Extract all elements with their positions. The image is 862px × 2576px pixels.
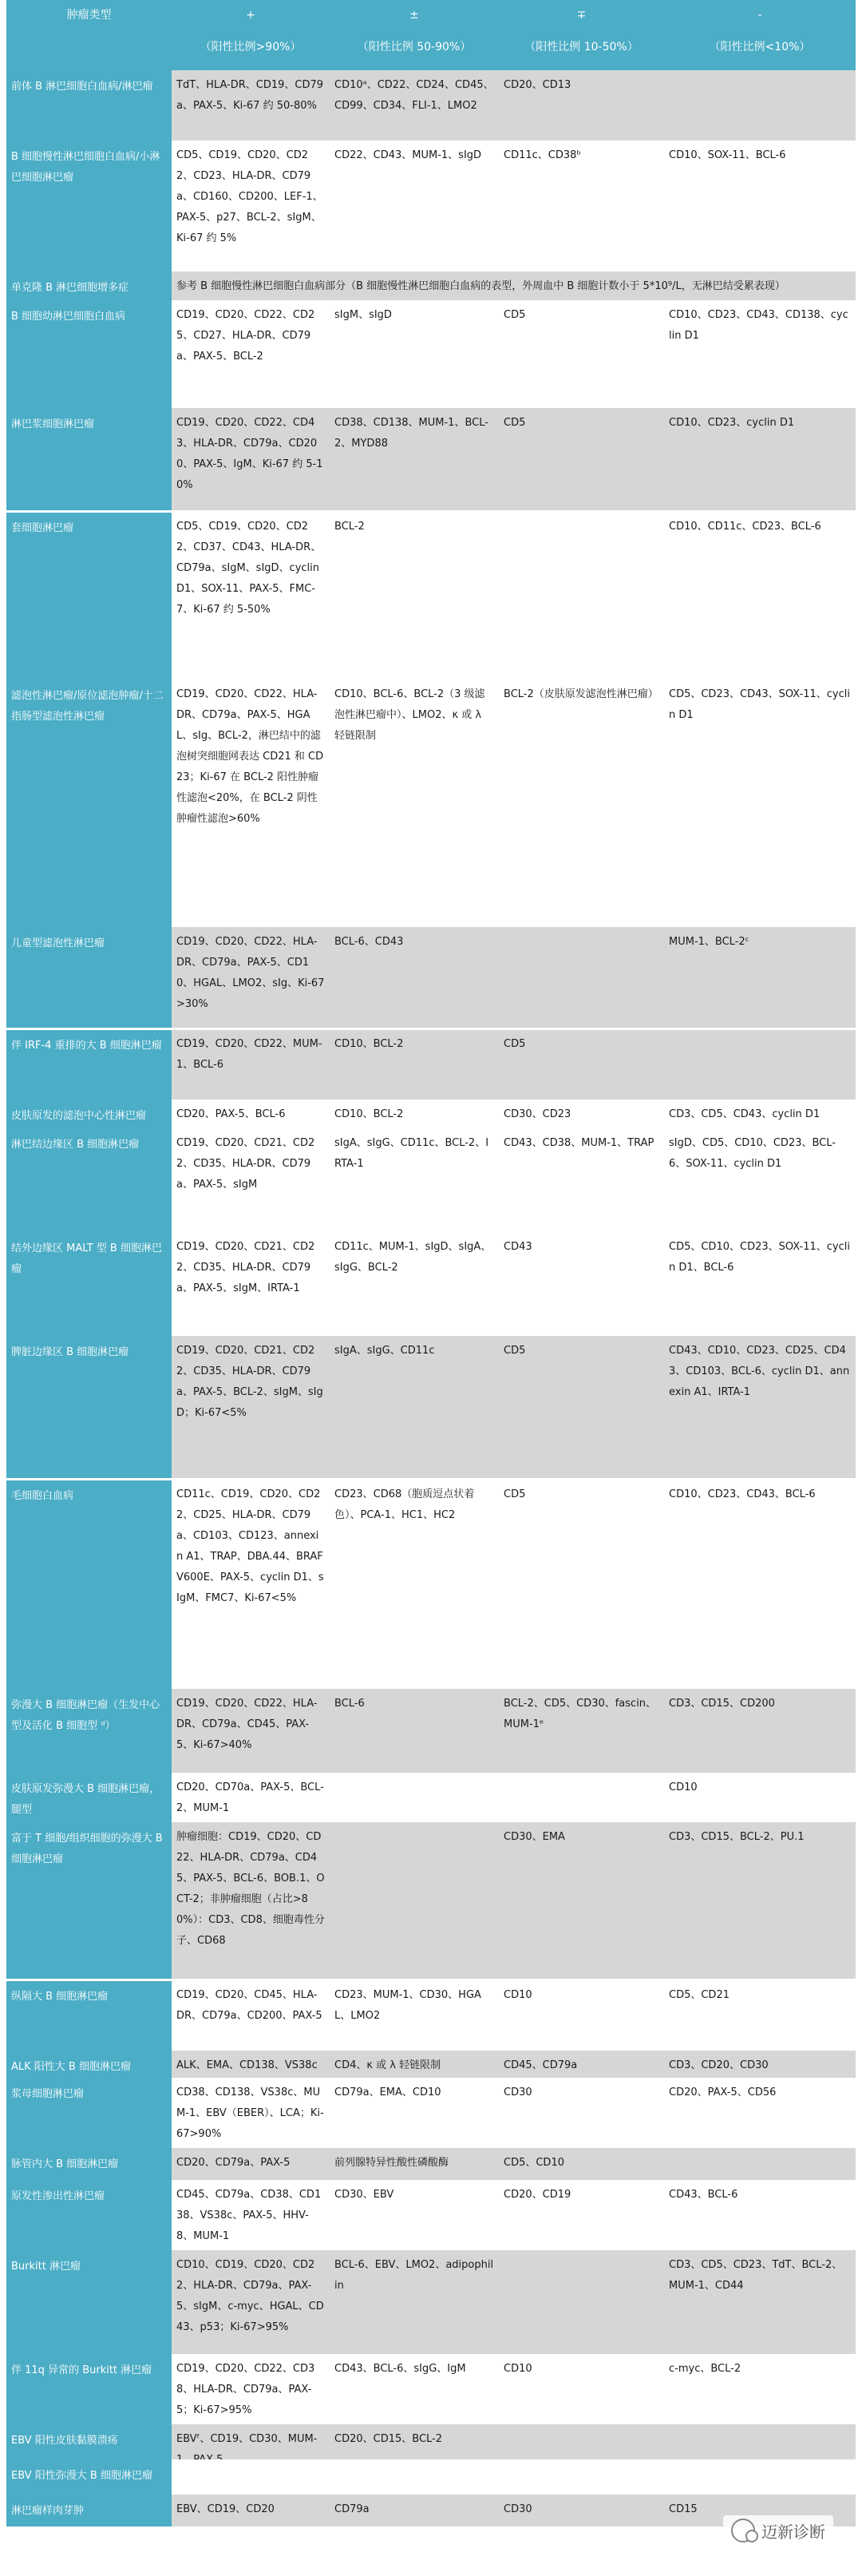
negative-cell: CD43、BCL-6 <box>669 2189 738 2201</box>
mostly-positive-cell: CD79a、EMA、CD10 <box>334 2087 441 2098</box>
mostly-positive-cell: CD23、CD68（胞质逗点状着色）、PCA-1、HC1、HC2 <box>334 1488 475 1521</box>
tumor-type-cell: 淋巴浆细胞淋巴瘤 <box>6 408 172 512</box>
group-divider <box>6 510 856 513</box>
table-row <box>6 1689 856 1773</box>
positive-cell: CD19、CD20、CD21、CD22、CD35、HLA-DR、CD79a、PAX-5、sIgM、IRTA-1 <box>176 1241 315 1294</box>
mostly-positive-cell: sIgA、sIgG、CD11c <box>334 1345 435 1357</box>
partly-positive-cell: BCL-2、CD5、CD30、fascin、MUM-1ᵉ <box>504 1698 657 1730</box>
table-row <box>6 1128 856 1232</box>
table-row <box>6 2051 856 2078</box>
table-row <box>6 1480 856 1689</box>
mostly-positive-cell: CD38、CD138、MUM-1、BCL-2、MYD88 <box>334 417 488 450</box>
table-row <box>6 2459 856 2495</box>
tumor-type-cell: 原发性渗出性淋巴瘤 <box>6 2180 172 2250</box>
header-sign-2: ± <box>409 9 419 22</box>
table-row <box>6 2424 856 2459</box>
table-row <box>6 70 856 141</box>
partly-positive-cell: BCL-2（皮肤原发滤泡性淋巴瘤） <box>504 688 658 700</box>
tumor-type-cell: EBV 阳性皮肤黏膜溃疡 <box>6 2424 172 2459</box>
partly-positive-cell: CD43、CD38、MUM-1、TRAP <box>504 1137 654 1149</box>
header-label-4: （阳性比例<10%） <box>709 41 811 54</box>
positive-cell: EBVᶠ、CD19、CD30、MUM- <box>176 2433 318 2445</box>
table-row <box>6 2078 856 2148</box>
partly-positive-cell <box>499 1773 664 1777</box>
partly-positive-cell: CD11c、CD38ᵇ <box>504 149 581 161</box>
header-label-2: （阳性比例 50-90%） <box>357 41 472 54</box>
row-background <box>172 2459 856 2495</box>
wechat-icon <box>731 2519 755 2542</box>
mostly-positive-cell: BCL-2 <box>334 521 365 533</box>
negative-cell <box>664 2148 856 2153</box>
tumor-type-cell: 淋巴瘤样肉芽肿 <box>6 2495 172 2526</box>
positive-cell: CD10、CD19、CD20、CD22、HLA-DR、CD79a、PAX-5、sIgM、c-myc、HGAL、CD43、p53；Ki-67>95% <box>176 2259 324 2333</box>
partly-positive-cell: CD5 <box>504 1038 526 1050</box>
tumor-type-cell: 滤泡性淋巴瘤/原位滤泡肿瘤/十二指肠型滤泡性淋巴瘤 <box>6 680 172 927</box>
positive-cell: CD19、CD20、CD45、HLA-DR、CD79a、CD200、PAX-5 <box>176 1989 322 2022</box>
partly-positive-cell <box>499 2459 664 2464</box>
negative-cell <box>664 2424 856 2429</box>
partly-positive-cell: CD30、CD23 <box>504 1108 571 1120</box>
tumor-type-cell: 富于 T 细胞/组织细胞的弥漫大 B 细胞淋巴瘤 <box>6 1822 172 1980</box>
tumor-type-cell: 脉管内大 B 细胞淋巴瘤 <box>6 2148 172 2180</box>
group-divider <box>6 1028 856 1030</box>
positive-cell: CD19、CD20、CD21、CD22、CD35、HLA-DR、CD79a、PAX-5、sIgM <box>176 1137 315 1191</box>
partly-positive-cell: CD5 <box>504 1345 526 1357</box>
header-sign-1: + <box>246 9 255 22</box>
watermark <box>723 2515 833 2546</box>
tumor-type-cell: 前体 B 淋巴细胞白血病/淋巴瘤 <box>6 70 172 141</box>
table-row <box>6 271 856 300</box>
table-row <box>6 1100 856 1128</box>
negative-cell: CD10、SOX-11、BCL-6 <box>669 149 786 161</box>
tumor-type-cell: Burkitt 淋巴瘤 <box>6 2250 172 2354</box>
mostly-positive-cell: CD10、BCL-2 <box>334 1038 404 1050</box>
negative-cell: c-myc、BCL-2 <box>669 2363 741 2375</box>
negative-cell: CD10、CD23、CD43、CD138、cyclin D1 <box>669 309 848 342</box>
mostly-positive-cell: BCL-6、EBV、LMO2、adipophilin <box>334 2259 494 2292</box>
partly-positive-cell: CD10 <box>504 1989 532 2001</box>
negative-cell: CD3、CD5、CD23、TdT、BCL-2、MUM-1、CD44 <box>669 2259 843 2292</box>
tumor-type-cell: 淋巴结边缘区 B 细胞淋巴瘤 <box>6 1128 172 1232</box>
positive-cell: CD19、CD20、CD22、CD25、CD27、HLA-DR、CD79a、PAX-5、BCL-2 <box>176 309 315 363</box>
header-tumor-type: 肿瘤类型 <box>66 9 112 22</box>
mostly-positive-cell: sIgM、sIgD <box>334 309 392 321</box>
tumor-type-cell: 毛细胞白血病 <box>6 1480 172 1689</box>
positive-cell: TdT、HLA-DR、CD19、CD79a、PAX-5、Ki-67 约 50-80% <box>176 79 324 112</box>
table-row <box>6 1232 856 1336</box>
partly-positive-cell <box>499 927 664 932</box>
mostly-positive-cell <box>330 1773 499 1777</box>
mostly-positive-cell: CD4、κ 或 λ 轻链限制 <box>334 2059 441 2071</box>
mostly-positive-cell: sIgA、sIgG、CD11c、BCL-2、IRTA-1 <box>334 1137 489 1170</box>
table-row <box>6 141 856 271</box>
positive-cell: CD11c、CD19、CD20、CD22、CD25、HLA-DR、CD79a、CD103、CD123、annexin A1、TRAP、DBA.44、BRAF V600E、PAX-5、cyclin D1、sIgM、FMC7、Ki-67<5% <box>176 1488 324 1604</box>
mostly-positive-cell: CD22、CD43、MUM-1、sIgD <box>334 149 482 161</box>
mostly-positive-cell: BCL-6、CD43 <box>334 936 404 948</box>
negative-cell: CD5、CD10、CD23、SOX-11、cyclin D1、BCL-6 <box>669 1241 850 1274</box>
table-row <box>6 2148 856 2180</box>
mostly-positive-cell: CD43、BCL-6、sIgG、IgM <box>334 2363 466 2375</box>
mostly-positive-cell: CD30、EBV <box>334 2189 394 2201</box>
table-row <box>6 927 856 1029</box>
mostly-positive-cell: CD20、CD15、BCL-2 <box>334 2433 443 2445</box>
negative-cell: MUM-1、BCL-2ᶜ <box>669 936 749 948</box>
positive-cell: CD19、CD20、CD22、MUM-1、BCL-6 <box>176 1038 322 1071</box>
tumor-type-cell: 纵隔大 B 细胞淋巴瘤 <box>6 1980 172 2051</box>
positive-cell: CD19、CD20、CD21、CD22、CD35、HLA-DR、CD79a、PAX-5、BCL-2、sIgM、sIgD；Ki-67<5% <box>176 1345 323 1419</box>
group-divider <box>6 1478 856 1480</box>
tumor-type-cell: 皮肤原发弥漫大 B 细胞淋巴瘤，腿型 <box>6 1773 172 1822</box>
table-row <box>6 2180 856 2250</box>
tumor-type-cell: 皮肤原发的滤泡中心性淋巴瘤 <box>6 1100 172 1128</box>
header-label-1: （阳性比例>90%） <box>200 41 302 54</box>
negative-cell: CD3、CD20、CD30 <box>669 2059 769 2071</box>
partly-positive-cell: CD20、CD19 <box>504 2189 571 2201</box>
partly-positive-cell: CD43 <box>504 1241 532 1253</box>
mostly-positive-cell: 前列腺特异性酸性磷酸酶 <box>334 2157 449 2169</box>
table-row <box>6 300 856 408</box>
partly-positive-cell <box>499 2424 664 2429</box>
table-header <box>6 0 856 70</box>
negative-cell: CD5、CD21 <box>669 1989 730 2001</box>
positive-cell: CD19、CD20、CD22、CD38、HLA-DR、CD79a、PAX-5；Ki-67>95% <box>176 2363 315 2416</box>
negative-cell: CD20、PAX-5、CD56 <box>669 2087 777 2098</box>
table-row <box>6 1822 856 1980</box>
positive-cell: CD19、CD20、CD22、CD43、HLA-DR、CD79a、CD200、PAX-5、IgM、Ki-67 约 5-10% <box>176 417 323 491</box>
tumor-type-cell: ALK 阳性大 B 细胞淋巴瘤 <box>6 2051 172 2078</box>
mostly-positive-cell <box>330 2459 499 2464</box>
table-row <box>6 680 856 927</box>
tumor-type-cell: 单克隆 B 淋巴细胞增多症 <box>6 271 172 300</box>
table-row <box>6 1029 856 1100</box>
negative-cell <box>664 2459 856 2464</box>
negative-cell: CD43、CD10、CD23、CD25、CD43、CD103、BCL-6、cyclin D1、annexin A1、IRTA-1 <box>669 1345 850 1398</box>
partly-positive-cell: CD45、CD79a <box>504 2059 578 2071</box>
positive-cell: 肿瘤细胞：CD19、CD20、CD22、HLA-DR、CD79a、CD45、PAX-5、BCL-6、BOB.1、OCT-2；非肿瘤细胞（占比>80%）：CD3、CD8、细胞毒性分子、CD68 <box>176 1831 325 1947</box>
tumor-type-cell: B 细胞幼淋巴细胞白血病 <box>6 300 172 408</box>
header-sign-3: ∓ <box>576 9 587 22</box>
mostly-positive-cell <box>330 1822 499 1827</box>
tumor-type-cell: 脾脏边缘区 B 细胞淋巴瘤 <box>6 1336 172 1480</box>
negative-cell: CD10 <box>669 1781 698 1793</box>
mostly-positive-cell: CD11c、MUM-1、sIgD、sIgA、sIgG、BCL-2 <box>334 1241 492 1274</box>
tumor-type-cell: B 细胞慢性淋巴细胞白血病/小淋巴细胞淋巴瘤 <box>6 141 172 271</box>
negative-cell: CD10、CD23、cyclin D1 <box>669 417 795 429</box>
span-note-cell: 参考 B 细胞慢性淋巴细胞白血病部分（B 细胞慢性淋巴细胞白血病的表型，外周血中 B 细胞计数小于 5*10⁹/L，无淋巴结受累表现） <box>176 280 785 292</box>
mostly-positive-cell: CD79a <box>334 2503 370 2515</box>
positive-cell: CD19、CD20、CD22、HLA-DR、CD79a、PAX-5、HGAL、sIg、BCL-2，淋巴结中的滤泡树突细胞网表达 CD21 和 CD23；Ki-67 在 BCL-2 阳性肿瘤性滤泡<20%，在 BCL-2 阴性肿瘤性滤泡>60% <box>176 688 324 825</box>
group-divider <box>6 1979 856 1981</box>
mostly-positive-cell: BCL-6 <box>334 1698 365 1710</box>
positive-cell: EBV、CD19、CD20 <box>176 2503 275 2515</box>
partly-positive-cell: CD30、EMA <box>504 1831 565 1843</box>
partly-positive-cell: CD5、CD10 <box>504 2157 564 2169</box>
partly-positive-cell: CD30 <box>504 2087 532 2098</box>
positive-cell: CD20、PAX-5、BCL-6 <box>176 1108 286 1120</box>
mostly-positive-cell: CD10、BCL-6、BCL-2（3 级滤泡性淋巴瘤中）、LMO2、κ 或 λ 轻链限制 <box>334 688 485 742</box>
positive-cell: CD38、CD138、VS38c、MUM-1、EBV（EBER）、LCA；Ki-67>90% <box>176 2087 324 2140</box>
positive-cell: CD19、CD20、CD22、HLA-DR、CD79a、CD45、PAX-5、Ki-67>40% <box>176 1698 318 1751</box>
partly-positive-cell: CD5 <box>504 417 526 429</box>
negative-cell: CD10、CD23、CD43、BCL-6 <box>669 1488 816 1500</box>
header-label-3: （阳性比例 10-50%） <box>524 41 639 54</box>
negative-cell <box>664 70 856 75</box>
positive-cell: CD5、CD19、CD20、CD22、CD37、CD43、HLA-DR、CD79a、sIgM、sIgD、cyclin D1、SOX-11、PAX-5、FMC-7、Ki-67 约 5-50% <box>176 521 322 616</box>
header-sign-4: - <box>757 9 762 22</box>
partly-positive-cell <box>499 2250 664 2255</box>
tumor-type-cell: EBV 阳性弥漫大 B 细胞淋巴瘤 <box>6 2459 172 2495</box>
partly-positive-cell: CD20、CD13 <box>504 79 571 91</box>
positive-cell: CD45、CD79a、CD38、CD138、VS38c、PAX-5、HHV-8、MUM-1 <box>176 2189 322 2242</box>
positive-cell: CD5、CD19、CD20、CD22、CD23、HLA-DR、CD79a、CD160、CD200、LEF-1、PAX-5、p27、BCL-2、sIgM、Ki-67 约 5% <box>176 149 323 244</box>
partly-positive-cell: CD5 <box>504 309 526 321</box>
mostly-positive-cell: CD10、BCL-2 <box>334 1108 404 1120</box>
negative-cell: sIgD、CD5、CD10、CD23、BCL-6、SOX-11、cyclin D1 <box>669 1137 836 1170</box>
positive-cell <box>172 2459 330 2464</box>
table-row <box>6 1773 856 1822</box>
tumor-type-cell: 伴 IRF-4 重排的大 B 细胞淋巴瘤 <box>6 1029 172 1100</box>
table-row <box>6 1336 856 1480</box>
tumor-type-cell: 弥漫大 B 细胞淋巴瘤（生发中心型及活化 B 细胞型 ᵈ） <box>6 1689 172 1773</box>
positive-cell: CD20、CD79a、PAX-5 <box>176 2157 291 2169</box>
negative-cell: CD3、CD5、CD43、cyclin D1 <box>669 1108 820 1120</box>
partly-positive-cell: CD5 <box>504 1488 526 1500</box>
table-row <box>6 1980 856 2051</box>
tumor-type-cell: 浆母细胞淋巴瘤 <box>6 2078 172 2148</box>
negative-cell: CD10、CD11c、CD23、BCL-6 <box>669 521 821 533</box>
negative-cell: CD5、CD23、CD43、SOX-11、cyclin D1 <box>669 688 850 721</box>
tumor-type-cell: 套细胞淋巴瘤 <box>6 512 172 680</box>
negative-cell: CD3、CD15、BCL-2、PU.1 <box>669 1831 805 1843</box>
partly-positive-cell: CD30 <box>504 2503 532 2515</box>
table-row <box>6 2250 856 2354</box>
negative-cell: CD15 <box>669 2503 698 2515</box>
positive-cell: CD20、CD70a、PAX-5、BCL-2、MUM-1 <box>176 1781 324 1814</box>
mostly-positive-cell: CD10ᵃ、CD22、CD24、CD45、CD99、CD34、FLI-1、LMO2 <box>334 79 494 112</box>
negative-cell: CD3、CD15、CD200 <box>669 1698 775 1710</box>
tumor-type-cell: 儿童型滤泡性淋巴瘤 <box>6 927 172 1029</box>
mostly-positive-cell: CD23、MUM-1、CD30、HGAL、LMO2 <box>334 1989 481 2022</box>
table-row <box>6 512 856 680</box>
positive-cell: CD19、CD20、CD22、HLA-DR、CD79a、PAX-5、CD10、HGAL、LMO2、sIg、Ki-67>30% <box>176 936 325 1010</box>
table-row <box>6 2354 856 2424</box>
watermark-text: 迈新诊断 <box>761 2522 825 2542</box>
tumor-type-cell: 伴 11q 异常的 Burkitt 淋巴瘤 <box>6 2354 172 2424</box>
partly-positive-cell: CD10 <box>504 2363 532 2375</box>
tumor-type-cell: 结外边缘区 MALT 型 B 细胞淋巴瘤 <box>6 1232 172 1336</box>
table-row <box>6 408 856 512</box>
positive-cell: ALK、EMA、CD138、VS38c <box>176 2059 318 2071</box>
